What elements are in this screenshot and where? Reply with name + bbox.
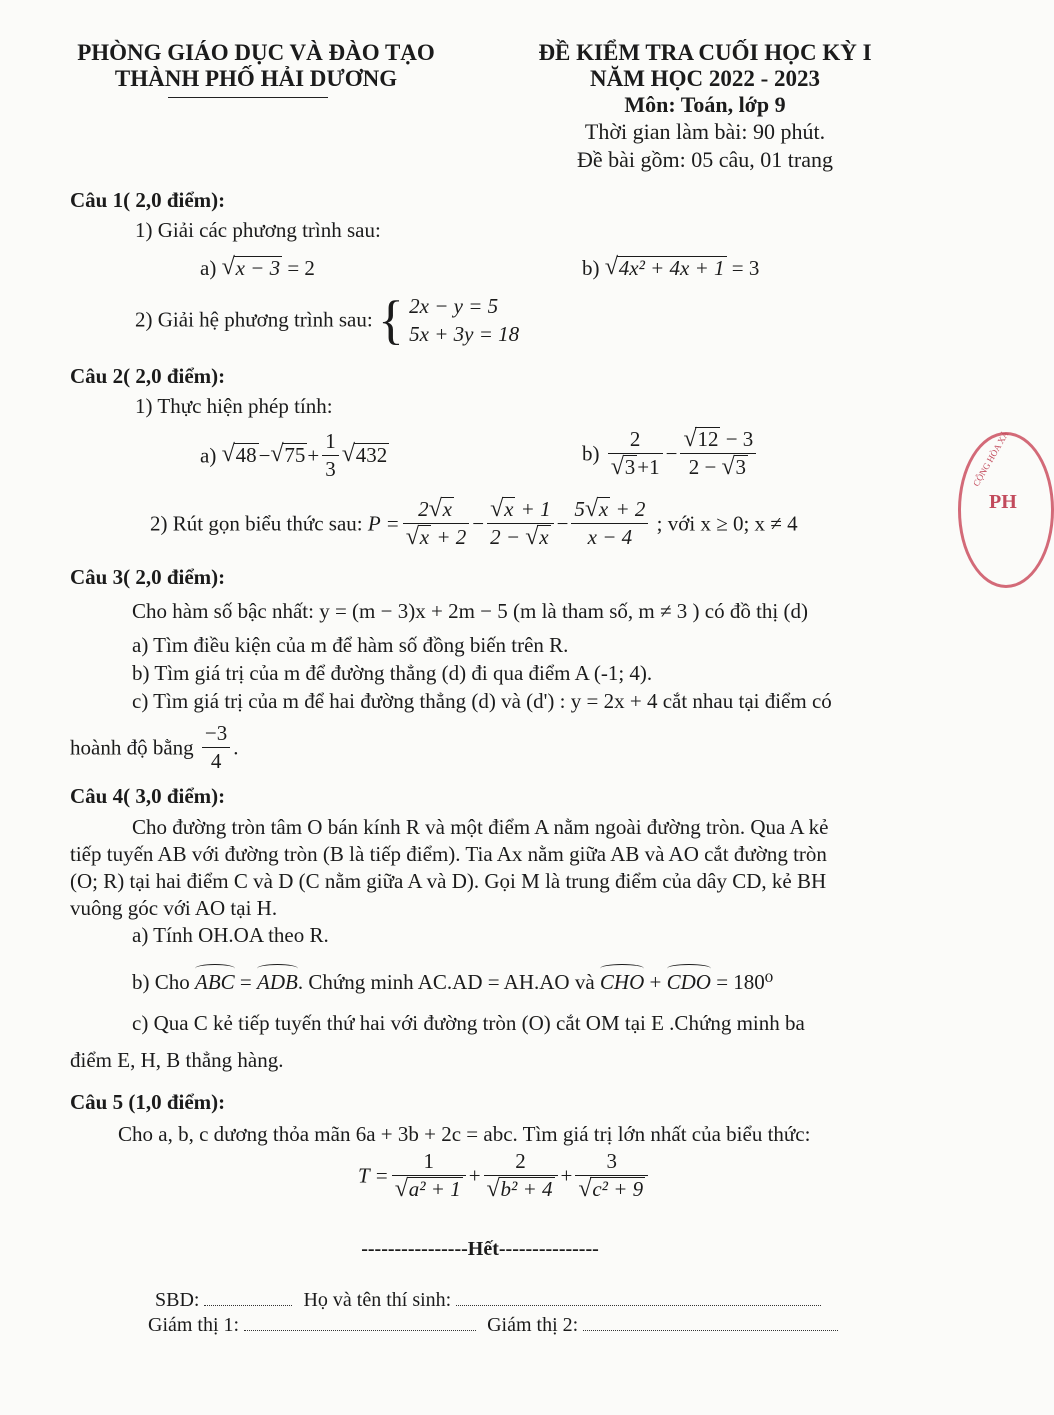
sqrt-sign [611, 454, 638, 481]
operator: = [234, 970, 258, 994]
q4-line2: tiếp tuyến AB với đường tròn (B là tiếp điểm). Tia Ax nằm giữa AB và AO cắt đường tròn [70, 842, 827, 866]
q3-c2-text: hoành độ bằng [70, 735, 194, 760]
angle-adb: ADB [257, 964, 298, 995]
denominator-rest: +1 [637, 455, 660, 480]
period: . [233, 735, 239, 760]
fraction [484, 1148, 558, 1204]
operator: − [472, 511, 485, 536]
denominator [487, 524, 554, 551]
radicand: 3 [624, 455, 636, 480]
radicand: x [442, 497, 452, 521]
numerator: 3 [575, 1148, 648, 1176]
q4-b-pre: b) Cho [132, 970, 195, 994]
time-line: Thời gian làm bài: 90 phút. [584, 119, 826, 144]
proctor1-blank [244, 1329, 476, 1331]
q1-b-label: b) [582, 256, 600, 280]
radicand: x [419, 525, 430, 550]
q2-a-label: a) [200, 443, 217, 468]
q2-part2 [150, 496, 798, 552]
fraction [575, 1148, 648, 1204]
denominator-pre: 2 − [490, 525, 526, 550]
radicand: c² + 9 [592, 1177, 644, 1202]
sqrt-sign [270, 443, 307, 468]
stamp-letters: PH [989, 491, 1017, 513]
p-variable: P = [367, 511, 400, 536]
sqrt-sign [429, 496, 454, 523]
numerator: 1 [392, 1148, 466, 1176]
operator: − [665, 441, 678, 466]
system-eq2: 5x + 3y = 18 [409, 322, 520, 346]
operator: + [644, 970, 667, 994]
q4-a: a) Tính OH.OA theo R. [132, 923, 329, 947]
q5-line1: Cho a, b, c dương thỏa mãn 6a + 3b + 2c = abc. Tìm giá trị lớn nhất của biểu thức: [118, 1122, 811, 1146]
numerator-rest: + 1 [515, 497, 551, 521]
sqrt-sign [722, 454, 749, 481]
radicand: a² + 1 [408, 1177, 461, 1202]
numerator: 2 [608, 426, 663, 454]
operator: + [468, 1163, 481, 1188]
q1-part1: 1) Giải các phương trình sau: [135, 218, 381, 242]
candidate-name-label: Họ và tên thí sinh: [303, 1289, 457, 1311]
q5-title: Câu 5 (1,0 điểm): [70, 1090, 226, 1114]
q2-part1: 1) Thực hiện phép tính: [135, 394, 333, 418]
numerator [487, 496, 554, 524]
sqrt-sign [222, 443, 259, 468]
q1-b-radicand: 4x² + 4x + 1 [618, 256, 725, 280]
q1-a-radicand: x − 3 [235, 256, 281, 280]
denominator-pre: 2 − [688, 455, 722, 480]
q5-expression [358, 1148, 651, 1204]
denominator [392, 1176, 466, 1203]
candidate-name-blank [456, 1304, 821, 1306]
q2-b-label: b) [582, 441, 600, 466]
q1-a-label: a) [200, 256, 217, 280]
sqrt-sign [605, 256, 727, 281]
school-year: NĂM HỌC 2022 - 2023 [590, 66, 820, 91]
q3-b: b) Tìm giá trị của m để đường thẳng (d) đi qua điểm A (-1; 4). [132, 661, 653, 685]
numerator: −3 [202, 720, 230, 748]
q3-c-cont [70, 720, 239, 776]
composition-line: Đề bài gồm: 05 câu, 01 trang [577, 147, 833, 172]
operator: − [258, 443, 271, 468]
radicand: 432 [355, 443, 388, 468]
denominator: 3 [325, 457, 336, 482]
proctor2-label: Giám thị 2: [487, 1314, 584, 1336]
red-seal-stamp [958, 429, 1054, 588]
numerator: 1 [322, 428, 339, 456]
fraction [403, 496, 470, 552]
fraction [608, 426, 663, 482]
q2-title: Câu 2( 2,0 điểm): [70, 364, 226, 388]
fraction [571, 496, 648, 552]
radicand: x [598, 497, 609, 521]
header-underline [168, 97, 328, 98]
q4-line4: vuông góc với AO tại H. [70, 896, 278, 920]
q4-line3: (O; R) tại hai điểm C và D (C nằm giữa A và D). Gọi M là trung điểm của dây CD, kẻ BH [70, 869, 827, 893]
operator: + [560, 1163, 573, 1188]
q1-p2-text: 2) Giải hệ phương trình sau: [135, 307, 373, 332]
radicand: 48 [235, 443, 257, 468]
q1-eq-a [200, 256, 315, 281]
sqrt-sign [525, 524, 550, 551]
fraction [322, 428, 339, 484]
sqrt-sign [342, 443, 390, 468]
q4-b-mid: . Chứng minh AC.AD = AH.AO và [297, 970, 600, 994]
subject-line: Môn: Toán, lớp 9 [624, 92, 786, 117]
proctor1-label: Giám thị 1: [148, 1314, 245, 1336]
radicand: x [504, 497, 514, 521]
radicand: 12 [697, 427, 719, 451]
sqrt-sign [222, 256, 283, 281]
q3-c: c) Tìm giá trị của m để hai đường thẳng (d) và (d') : y = 2x + 4 cắt nhau tại điểm có [132, 689, 832, 713]
brace-symbol: { [377, 290, 404, 350]
denominator: x − 4 [587, 525, 633, 550]
angle-cdo: CDO [667, 964, 711, 995]
angle-cho: CHO [600, 964, 644, 995]
exam-title: ĐỀ KIỂM TRA CUỐI HỌC KỲ I [538, 40, 872, 65]
sbd-line [155, 1289, 821, 1312]
fraction [680, 426, 756, 482]
denominator [575, 1176, 648, 1203]
sbd-blank [204, 1304, 292, 1306]
sqrt-sign [683, 426, 720, 453]
numerator: 2 [484, 1148, 558, 1176]
t-variable: T = [358, 1163, 389, 1188]
fraction [487, 496, 554, 552]
radicand: b² + 4 [500, 1177, 553, 1202]
denominator [484, 1176, 558, 1203]
q3-intro: Cho hàm số bậc nhất: y = (m − 3)x + 2m − 5 (m là tham số, m ≠ 3 ) có đồ thị (d) [132, 599, 808, 623]
q4-line1: Cho đường tròn tâm O bán kính R và một điểm A nằm ngoài đường tròn. Qua A kẻ [132, 815, 829, 839]
end-marker: ----------------Hết--------------- [361, 1238, 599, 1260]
q4-b [132, 964, 773, 995]
q1-title: Câu 1( 2,0 điểm): [70, 188, 226, 212]
q1-b-rhs: = 3 [731, 256, 760, 280]
q1-part2 [135, 292, 519, 348]
denominator-rest: + 2 [431, 525, 467, 550]
dept-name-line2: THÀNH PHỐ HẢI DƯƠNG [114, 66, 398, 91]
q2-expr-a [200, 428, 389, 484]
q4-title: Câu 4( 3,0 điểm): [70, 784, 226, 808]
q1-a-rhs: = 2 [287, 256, 315, 280]
sqrt-sign [406, 524, 431, 551]
denominator [608, 454, 663, 481]
q2-expr-b [582, 426, 759, 482]
q2-p2-text: 2) Rút gọn biểu thức sau: [150, 511, 363, 536]
q4-b-end: = 180⁰ [710, 970, 774, 994]
sqrt-sign [490, 496, 515, 523]
sqrt-sign [395, 1176, 463, 1203]
denominator [403, 524, 470, 551]
fraction [202, 720, 230, 776]
coef: 5 [574, 497, 585, 521]
denominator [680, 454, 756, 481]
dept-name-line1: PHÒNG GIÁO DỤC VÀ ĐÀO TẠO [77, 40, 435, 65]
equation-system [409, 292, 519, 348]
q4-c-cont: điểm E, H, B thẳng hàng. [70, 1048, 284, 1072]
stamp-ring-text: CỘNG HÒA XÃ [971, 429, 1011, 488]
radicand: 75 [284, 443, 306, 468]
radicand: x [539, 525, 549, 550]
numerator-rest: − 3 [720, 427, 754, 451]
denominator: 4 [210, 749, 222, 774]
proctor-line [148, 1314, 838, 1337]
q1-eq-b [582, 256, 759, 281]
fraction [392, 1148, 466, 1204]
q4-c: c) Qua C kẻ tiếp tuyến thứ hai với đường tròn (O) cắt OM tại E .Chứng minh ba [132, 1011, 805, 1035]
system-eq1: 2x − y = 5 [409, 294, 499, 318]
numerator [680, 426, 756, 454]
sqrt-sign [487, 1176, 555, 1203]
sqrt-sign [578, 1176, 645, 1203]
angle-abc: ABC [195, 964, 235, 995]
radicand: 3 [735, 455, 747, 480]
coef: 2 [418, 497, 429, 521]
numerator-rest: + 2 [610, 497, 646, 521]
numerator [571, 496, 648, 524]
operator: − [556, 511, 569, 536]
proctor2-blank [583, 1329, 838, 1331]
sqrt-sign [585, 496, 610, 523]
sbd-label: SBD: [155, 1289, 205, 1311]
q3-a: a) Tìm điều kiện của m để hàm số đồng biến trên R. [132, 633, 569, 657]
operator: + [307, 443, 320, 468]
numerator [403, 496, 470, 524]
condition: ; với x ≥ 0; x ≠ 4 [656, 511, 798, 536]
q3-title: Câu 3( 2,0 điểm): [70, 565, 226, 589]
